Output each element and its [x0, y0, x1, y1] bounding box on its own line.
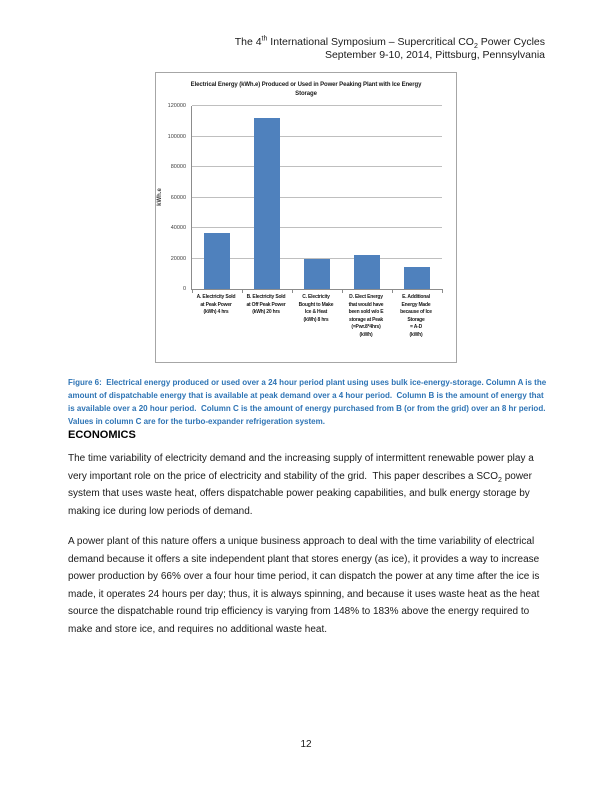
x-axis-tick: [242, 289, 243, 293]
x-axis-tick: [442, 289, 443, 293]
bar-E: [404, 267, 430, 289]
y-tick-label: 20000: [170, 255, 186, 262]
x-axis-tick: [292, 289, 293, 293]
figure-caption: Figure 6: Electrical energy produced or used over a 24 hour period plant using uses bulk ice-energy-storage. Column A is the amount of dispatchable energy that is available at peak demand over a 4 hour period. Column B is the amount of energy that is available over a 20 hour period. Column C is the amount of energy purchased from B (or from the grid) over an 8 hr period. Values in column C are for the turbo-expander refrigeration system.: [68, 378, 553, 426]
header-text-post: Power Cycles: [477, 36, 545, 48]
y-tick-label: 60000: [170, 194, 186, 201]
paragraph-1-text-pre: The time variability of electricity demand and the increasing supply of intermittent renewable power play a very important role on the price of electricity and stability of the grid. This paper describes a SCO: [68, 453, 537, 482]
bar-slot: [192, 106, 242, 289]
header-line-1: [235, 36, 545, 49]
x-category-label: D. Elect Energy that would have been sold w/o E storage at Peak (=Pwr.8*4hrs) (kWh): [348, 294, 384, 338]
bars-row: [192, 106, 442, 289]
x-category-label: C. Electricity Bought to Make Ice & Heat (kWh) 8 hrs: [298, 294, 334, 323]
y-axis-ticks: [156, 103, 189, 292]
plot-area: [191, 106, 442, 290]
section-heading-economics: ECONOMICS: [68, 429, 136, 441]
x-axis-tick: [342, 289, 343, 293]
bar-slot: [342, 106, 392, 289]
page-number: 12: [300, 739, 312, 750]
x-category-label: E. Additional Energy Made because of Ice Storage = A-D (kWh): [400, 294, 432, 338]
bar-slot: [392, 106, 442, 289]
subscript-2: 2: [473, 43, 478, 51]
y-tick-label: 100000: [167, 133, 186, 140]
x-axis-tick: [192, 289, 193, 293]
sco2-subscript: 2: [498, 476, 502, 484]
bar-slot: [292, 106, 342, 289]
y-axis-title: kWh.e: [157, 188, 163, 206]
paragraph-1: [68, 450, 552, 520]
y-tick-label: 0: [182, 286, 186, 292]
bar-A: [204, 233, 230, 289]
bar-D: [354, 255, 380, 289]
y-tick-label: 120000: [167, 103, 186, 109]
bar-B: [254, 118, 280, 289]
header-line-2: September 9-10, 2014, Pittsburg, Pennsylvania: [324, 49, 545, 61]
x-axis-tick: [392, 289, 393, 293]
figure-6-bar-chart: [155, 72, 457, 363]
page-header: [235, 36, 545, 62]
x-axis-labels: [191, 294, 441, 339]
y-tick-label: 80000: [170, 164, 186, 170]
header-text-mid: International Symposium – Supercritical CO: [267, 36, 474, 48]
x-category-label: A. Electricity Sold at Peak Power (kWh) 4 hrs: [196, 294, 236, 315]
x-category-label: B. Electricity Sold at Off Peak Power (kWh) 20 hrs: [246, 294, 286, 315]
bar-slot: [242, 106, 292, 289]
economics-section: [68, 429, 552, 651]
bar-C: [304, 259, 330, 290]
paragraph-1-text-post: power system that uses waste heat, offers dispatchable power peaking capabilities, and bulk energy storage by making ice during low periods of demand.: [68, 470, 535, 517]
paragraph-2: A power plant of this nature offers a unique business approach to deal with the time variability of electrical demand because it offers a site independent plant that stores energy (as ice), it provides a way to increase power production by 66% over a four hour time period, it can dispatch the power at any time after the ice is made, it operates 24 hours per day; thus, it is always spinning, and because it uses waste heat as the heat source the dispatchable round trip efficiency is varying from 148% to 183% above the energy required to make and store ice, and requires no additional waste heat.: [68, 536, 543, 635]
y-tick-label: 40000: [170, 225, 186, 231]
chart-title: Electrical Energy (kWh.e) Produced or Used in Power Peaking Plant with Ice Energy Storage: [190, 82, 422, 97]
header-text-pre: The 4: [234, 36, 262, 48]
superscript-th: th: [261, 35, 268, 43]
